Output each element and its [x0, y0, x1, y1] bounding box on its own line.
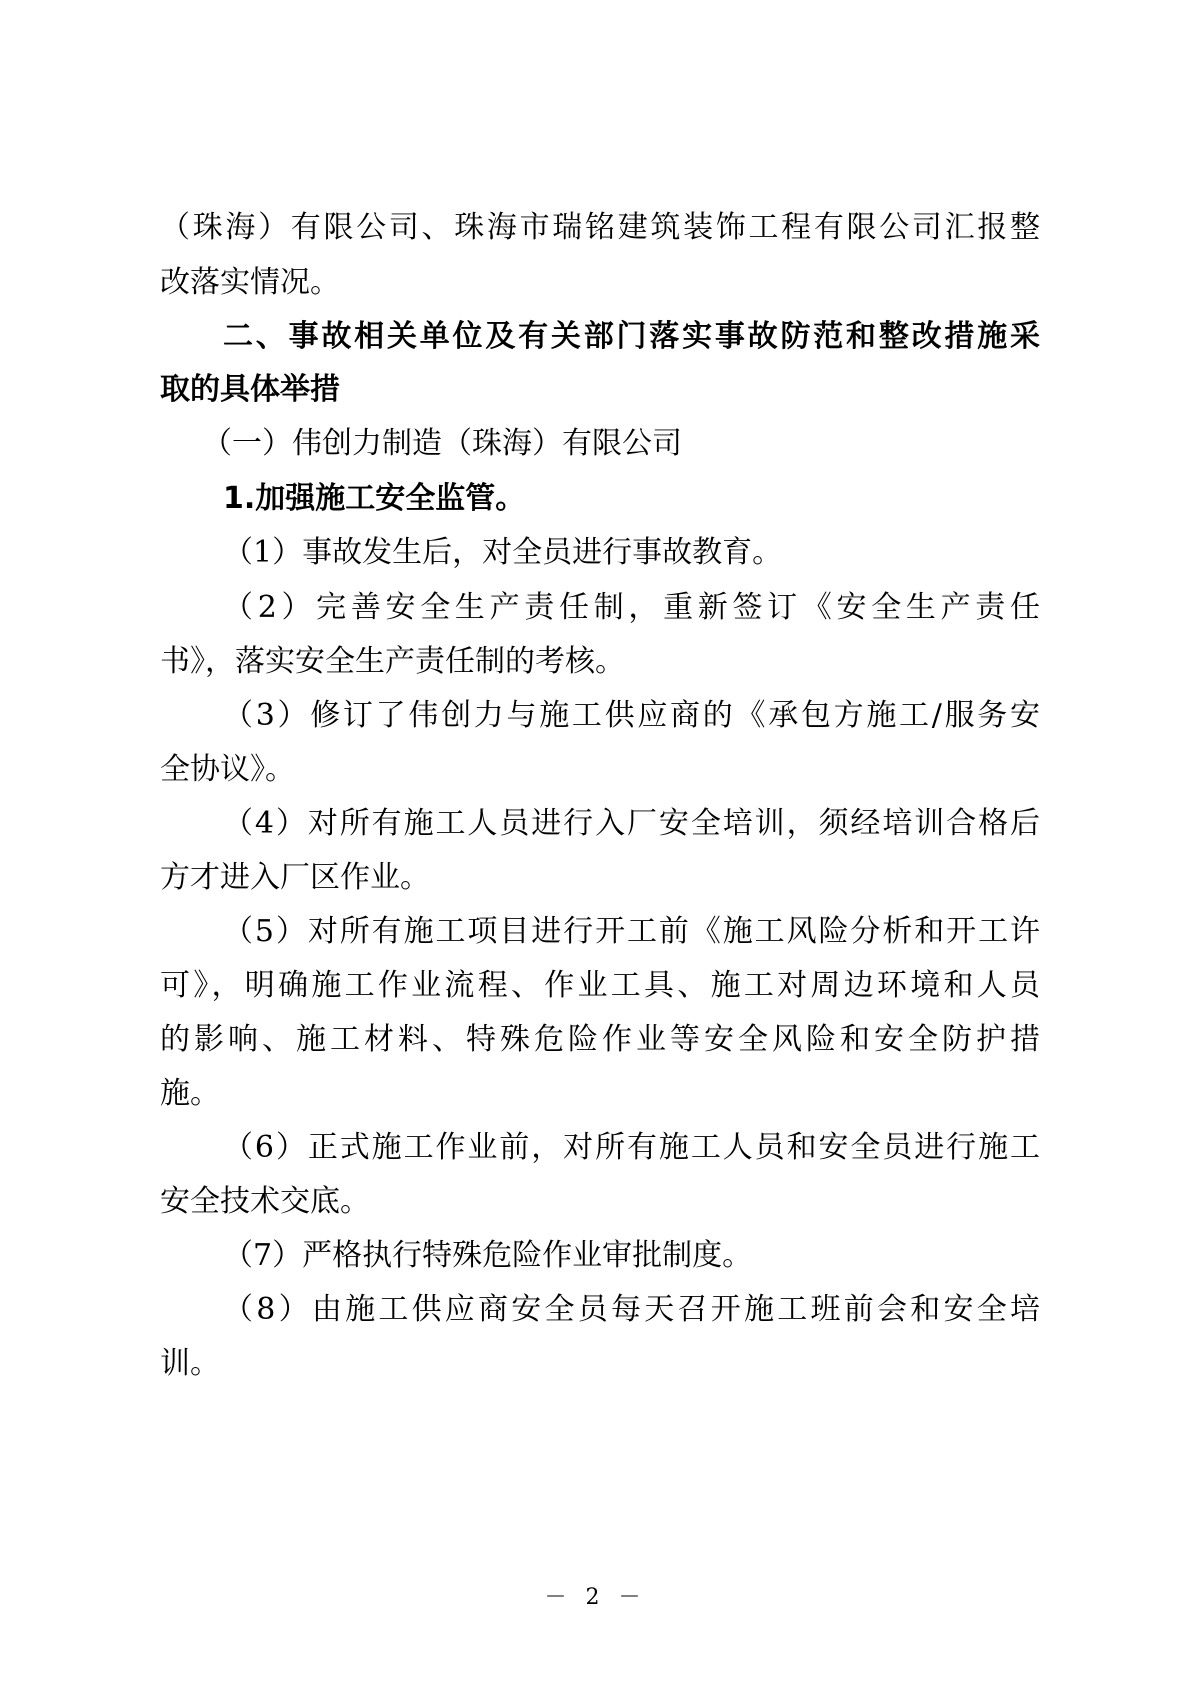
list-item-continuation: 可》，明确施工作业流程、作业工具、施工对周边环境和人员 — [160, 968, 1040, 1003]
list-item: （3）修订了伟创力与施工供应商的《承包方施工/服务安 — [223, 698, 1040, 733]
section-heading: 二、事故相关单位及有关部门落实事故防范和整改措施采 — [223, 319, 1040, 354]
list-item: （1）事故发生后，对全员进行事故教育。 — [223, 535, 783, 570]
list-item-continuation: 安全技术交底。 — [160, 1184, 370, 1219]
list-item-continuation: 方才进入厂区作业。 — [160, 860, 430, 895]
list-item-continuation: 施。 — [160, 1076, 220, 1111]
list-item-continuation: 的影响、施工材料、特殊危险作业等安全风险和安全防护措 — [160, 1022, 1040, 1057]
list-item: （7）严格执行特殊危险作业审批制度。 — [223, 1238, 753, 1273]
item-heading: 1.加强施工安全监管。 — [223, 481, 526, 516]
list-item: （2）完善安全生产责任制，重新签订《安全生产责任 — [223, 590, 1040, 625]
list-item: （5）对所有施工项目进行开工前《施工风险分析和开工许 — [223, 914, 1040, 949]
section-heading: 取的具体举措 — [160, 372, 340, 407]
list-item: （8）由施工供应商安全员每天召开施工班前会和安全培 — [223, 1292, 1040, 1327]
list-item-continuation: 训。 — [160, 1346, 220, 1381]
subsection-heading: （一）伟创力制造（珠海）有限公司 — [202, 426, 682, 461]
paragraph-line: （珠海）有限公司、珠海市瑞铭建筑装饰工程有限公司汇报整 — [160, 210, 1040, 245]
page-number: － 2 － — [544, 1585, 647, 1610]
list-item: （6）正式施工作业前，对所有施工人员和安全员进行施工 — [223, 1130, 1040, 1165]
list-item: （4）对所有施工人员进行入厂安全培训，须经培训合格后 — [223, 806, 1040, 841]
paragraph-line: 改落实情况。 — [160, 265, 340, 300]
list-item-continuation: 全协议》。 — [160, 752, 295, 787]
list-item-continuation: 书》，落实安全生产责任制的考核。 — [160, 644, 625, 679]
